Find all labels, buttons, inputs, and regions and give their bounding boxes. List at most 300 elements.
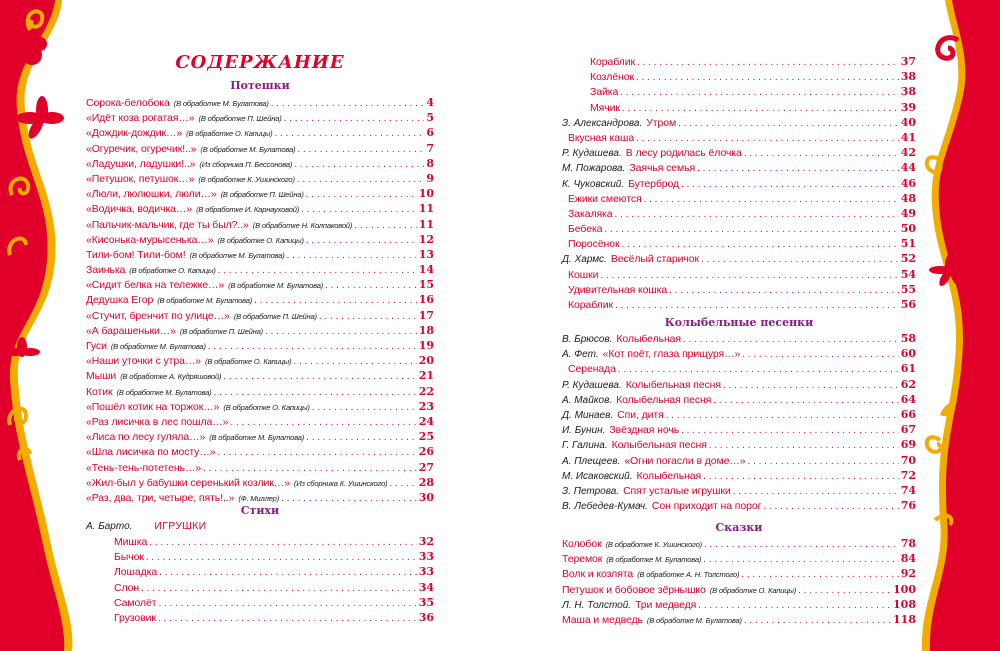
toc-entry[interactable] bbox=[86, 262, 434, 277]
entry-title[interactable]: «Кисонька-мурысенька…» bbox=[86, 233, 214, 246]
dot-leader bbox=[293, 354, 416, 369]
dot-leader bbox=[683, 332, 899, 347]
page-number[interactable]: 52 bbox=[900, 252, 916, 266]
entry-text bbox=[86, 218, 352, 233]
entry-title[interactable]: Три медведя bbox=[635, 598, 697, 611]
page-number[interactable]: 48 bbox=[900, 191, 916, 205]
toc-list-poems bbox=[86, 534, 434, 625]
entry-text bbox=[114, 611, 156, 626]
page-number[interactable]: 7 bbox=[426, 141, 434, 155]
dot-leader bbox=[306, 233, 417, 248]
toc-entry[interactable] bbox=[562, 145, 916, 160]
entry-text bbox=[562, 378, 721, 393]
page-number[interactable]: 62 bbox=[900, 377, 916, 391]
entry-title[interactable]: Козлёнок bbox=[590, 71, 634, 84]
page-number[interactable]: 24 bbox=[418, 414, 434, 428]
page-number[interactable]: 11 bbox=[418, 217, 434, 231]
entry-title[interactable]: Спи, дитя bbox=[617, 408, 664, 421]
page-number[interactable]: 37 bbox=[900, 55, 916, 68]
toc-entry[interactable] bbox=[562, 566, 916, 581]
toc-entry[interactable] bbox=[562, 100, 916, 115]
dot-leader bbox=[301, 202, 417, 217]
page-number[interactable]: 100 bbox=[893, 582, 916, 596]
entry-title[interactable]: Тили-бом! Тили-бом! bbox=[86, 248, 186, 261]
toc-entry[interactable] bbox=[86, 490, 434, 505]
toc-entry[interactable] bbox=[562, 115, 916, 130]
toc-entry[interactable] bbox=[86, 338, 434, 353]
dot-leader bbox=[254, 293, 417, 308]
page-number[interactable]: 30 bbox=[418, 490, 434, 504]
page-number[interactable]: 25 bbox=[418, 430, 434, 444]
entry-title[interactable]: Колыбельная bbox=[616, 333, 681, 345]
entry-title[interactable]: Бычок bbox=[114, 551, 144, 564]
dot-leader bbox=[203, 461, 417, 476]
toc-entry[interactable] bbox=[86, 141, 434, 156]
toc-entry[interactable] bbox=[86, 610, 434, 625]
toc-entry[interactable] bbox=[562, 191, 916, 206]
page-number[interactable]: 108 bbox=[893, 597, 916, 611]
entry-title[interactable]: Сорока-белобока bbox=[86, 97, 170, 109]
author-name: Д. Минаев. bbox=[562, 409, 614, 421]
entry-title[interactable]: Зайка bbox=[590, 86, 619, 99]
entry-title[interactable]: Слон bbox=[114, 581, 140, 594]
entry-title[interactable]: Мишка bbox=[114, 536, 148, 548]
toc-entry[interactable] bbox=[562, 536, 916, 551]
entry-note: (В обработке П. Шейна) bbox=[220, 190, 304, 200]
page-number[interactable]: 10 bbox=[418, 187, 434, 201]
page-number[interactable]: 22 bbox=[418, 384, 434, 398]
entry-title[interactable]: «Пошёл котик на торжок…» bbox=[86, 400, 220, 413]
entry-text bbox=[562, 552, 701, 567]
entry-note: (В обработке К. Ушинского) bbox=[198, 174, 295, 184]
toc-entry[interactable] bbox=[562, 582, 916, 597]
toc-entry[interactable] bbox=[562, 176, 916, 191]
entry-title[interactable]: Колыбельная bbox=[636, 469, 702, 482]
entry-title[interactable]: Колыбельная песня bbox=[611, 439, 707, 452]
entry-title[interactable]: «Огни погасли в доме…» bbox=[624, 454, 746, 467]
page-number[interactable]: 28 bbox=[418, 475, 434, 489]
entry-title[interactable]: Колыбельная песня bbox=[616, 393, 712, 406]
dot-leader bbox=[297, 142, 424, 157]
entry-title[interactable]: «Лиса по лесу гуляла…» bbox=[86, 431, 206, 444]
author-name: А. Барто. bbox=[86, 521, 133, 532]
entry-text bbox=[86, 278, 323, 293]
toc-entry[interactable] bbox=[86, 323, 434, 338]
entry-title[interactable]: Поросёнок bbox=[568, 238, 620, 251]
entry-text bbox=[562, 537, 702, 552]
page-number[interactable]: 32 bbox=[418, 535, 434, 548]
page-number[interactable]: 15 bbox=[418, 278, 434, 292]
author-name: М. Исаковский. bbox=[562, 470, 633, 482]
toc-entry[interactable] bbox=[562, 392, 916, 407]
toc-entry[interactable] bbox=[562, 468, 916, 483]
entry-text bbox=[86, 187, 304, 202]
page-number[interactable]: 36 bbox=[418, 610, 434, 624]
entry-title[interactable]: «Жил-был у бабушки серенький козлик…» bbox=[86, 476, 290, 489]
entry-title[interactable]: Теремок bbox=[562, 553, 603, 566]
entry-text bbox=[562, 408, 664, 423]
entry-title[interactable]: Кошки bbox=[568, 268, 599, 281]
page-number[interactable]: 4 bbox=[426, 96, 434, 109]
author-name: Г. Галина. bbox=[562, 440, 608, 452]
entry-title[interactable]: «Ладушки, ладушки!..» bbox=[86, 157, 196, 170]
toc-entry[interactable] bbox=[562, 422, 916, 437]
page-number[interactable]: 33 bbox=[418, 550, 434, 564]
toc-entry[interactable] bbox=[86, 156, 434, 171]
entry-text bbox=[562, 161, 695, 176]
page-number[interactable]: 20 bbox=[418, 354, 434, 368]
page-number[interactable]: 13 bbox=[418, 247, 434, 261]
entry-note: (В обработке И. Карнауховой) bbox=[196, 205, 300, 215]
entry-title[interactable]: Серенада bbox=[568, 363, 616, 376]
group-title[interactable]: ИГРУШКИ bbox=[154, 520, 207, 532]
toc-entry[interactable] bbox=[562, 221, 916, 236]
toc-entry[interactable] bbox=[562, 346, 916, 361]
entry-title[interactable]: «Тень-тень-потетень…» bbox=[86, 461, 202, 474]
entry-text bbox=[114, 535, 147, 550]
dot-leader bbox=[223, 369, 416, 384]
dot-leader bbox=[319, 309, 417, 324]
dot-leader bbox=[208, 339, 417, 354]
dot-leader bbox=[213, 385, 416, 400]
dot-leader bbox=[704, 537, 899, 552]
toc-entry[interactable] bbox=[562, 331, 916, 346]
toc-entry[interactable] bbox=[562, 612, 916, 627]
dot-leader bbox=[681, 423, 899, 438]
entry-title[interactable]: Кораблик bbox=[590, 56, 635, 68]
toc-entry[interactable] bbox=[86, 534, 434, 549]
entry-text bbox=[562, 423, 679, 438]
entry-note: (В обработке М. Булатова) bbox=[173, 99, 269, 108]
entry-title[interactable]: В лесу родилась ёлочка bbox=[625, 147, 742, 160]
dot-leader bbox=[701, 252, 899, 267]
entry-text bbox=[568, 268, 598, 283]
dot-leader bbox=[798, 583, 891, 598]
entry-title[interactable]: Мячик bbox=[590, 101, 620, 114]
author-name: А. Плещеев. bbox=[562, 455, 621, 467]
page-number[interactable]: 78 bbox=[900, 537, 916, 550]
entry-title[interactable]: Звёздная ночь bbox=[609, 424, 680, 437]
entry-text bbox=[86, 445, 215, 460]
entry-title[interactable]: Удивительная кошка bbox=[568, 283, 668, 296]
toc-entry[interactable] bbox=[562, 236, 916, 251]
page-number[interactable]: 38 bbox=[900, 70, 916, 84]
page-number[interactable]: 8 bbox=[426, 156, 434, 170]
toc-entry[interactable] bbox=[86, 580, 434, 595]
page-number[interactable]: 118 bbox=[893, 612, 916, 626]
toc-entry[interactable] bbox=[86, 549, 434, 564]
entry-text bbox=[86, 142, 295, 157]
dot-leader bbox=[306, 430, 417, 445]
toc-entry[interactable] bbox=[86, 201, 434, 216]
dot-leader bbox=[158, 596, 416, 611]
author-name: А. Фет. bbox=[562, 349, 599, 361]
toc-list-lullabies bbox=[562, 331, 916, 513]
dot-leader bbox=[141, 581, 417, 596]
entry-note: (В обработке М. Булатова) bbox=[189, 250, 285, 260]
author-name: З. Петрова. bbox=[562, 485, 620, 497]
entry-title[interactable]: «Шла лисичка по мосту…» bbox=[86, 446, 216, 459]
page-number[interactable]: 69 bbox=[900, 438, 916, 452]
entry-text bbox=[568, 222, 602, 237]
entry-title[interactable]: Маша и медведь bbox=[562, 613, 643, 626]
dot-leader bbox=[666, 408, 899, 423]
entry-title[interactable]: Петушок и бобовое зёрнышко bbox=[562, 583, 706, 596]
toc-entry[interactable] bbox=[562, 84, 916, 99]
entry-note: (В обработке А. Н. Толстого) bbox=[637, 570, 740, 580]
entry-title[interactable]: Гуси bbox=[86, 340, 107, 352]
toc-entry[interactable] bbox=[86, 384, 434, 399]
entry-title[interactable]: «Наши уточки с утра…» bbox=[86, 355, 202, 368]
page-number[interactable]: 6 bbox=[426, 126, 434, 140]
toc-entry[interactable] bbox=[86, 277, 434, 292]
entry-text bbox=[562, 567, 739, 582]
dot-leader bbox=[217, 445, 416, 460]
page-number[interactable]: 64 bbox=[900, 392, 916, 406]
entry-text bbox=[562, 177, 679, 192]
toc-entry[interactable] bbox=[562, 483, 916, 498]
toc-entry[interactable] bbox=[86, 110, 434, 125]
page-number[interactable]: 23 bbox=[418, 399, 434, 413]
entry-title[interactable]: Колыбельная песня bbox=[625, 378, 721, 391]
toc-entry[interactable] bbox=[562, 361, 916, 376]
page-number[interactable]: 9 bbox=[426, 171, 434, 185]
entry-title[interactable]: Заинька bbox=[86, 264, 126, 277]
page-number[interactable]: 11 bbox=[418, 202, 434, 216]
entry-note: (В обработке М. Булатова) bbox=[200, 144, 296, 154]
entry-note: (В обработке О. Капицы) bbox=[217, 235, 304, 245]
entry-text bbox=[114, 565, 157, 580]
dot-leader bbox=[230, 415, 416, 430]
entry-note: (В обработке А. Кудряшовой) bbox=[120, 372, 222, 382]
page-number[interactable]: 40 bbox=[900, 115, 916, 129]
entry-title[interactable]: «Раз лисичка в лес пошла…» bbox=[86, 415, 229, 428]
toc-entry[interactable] bbox=[562, 377, 916, 392]
entry-title[interactable]: Вкусная каша bbox=[568, 131, 635, 144]
page-number[interactable]: 33 bbox=[418, 565, 434, 579]
section-heading-poems: Стихи bbox=[240, 504, 280, 517]
page-number[interactable]: 74 bbox=[900, 483, 916, 497]
page-number[interactable]: 51 bbox=[900, 237, 916, 251]
dot-leader bbox=[748, 454, 899, 469]
entry-text bbox=[562, 116, 676, 131]
toc-entry[interactable] bbox=[562, 597, 916, 612]
page-number[interactable]: 38 bbox=[900, 85, 916, 99]
toc-entry[interactable] bbox=[86, 564, 434, 579]
page-number[interactable]: 35 bbox=[418, 595, 434, 609]
entry-title[interactable]: Кораблик bbox=[568, 299, 613, 311]
toc-entry[interactable] bbox=[86, 292, 434, 307]
toc-entry[interactable] bbox=[86, 460, 434, 475]
toc-entry[interactable] bbox=[562, 251, 916, 266]
page-number[interactable]: 12 bbox=[418, 232, 434, 246]
page-number[interactable]: 54 bbox=[900, 267, 916, 281]
entry-note: (В обработке М. Булатова) bbox=[209, 433, 305, 443]
entry-text bbox=[86, 354, 291, 369]
page-number[interactable]: 76 bbox=[900, 499, 916, 513]
entry-title[interactable]: Закаляка bbox=[568, 207, 613, 220]
page-number[interactable]: 46 bbox=[900, 176, 916, 190]
toc-entry[interactable] bbox=[86, 429, 434, 444]
entry-title[interactable]: Спят усталые игрушки bbox=[623, 484, 731, 497]
entry-title[interactable]: «Идёт коза рогатая…» bbox=[86, 112, 195, 125]
entry-title[interactable]: Весёлый старичок bbox=[610, 253, 699, 266]
dot-leader bbox=[284, 111, 425, 126]
entry-title[interactable]: Грузовик bbox=[114, 611, 156, 624]
toc-entry[interactable] bbox=[86, 95, 434, 110]
toc-entry[interactable] bbox=[86, 232, 434, 247]
page-number[interactable]: 50 bbox=[900, 222, 916, 236]
right-page bbox=[562, 0, 916, 651]
dot-leader bbox=[218, 263, 417, 278]
entry-note: (В обработке О. Капицы) bbox=[223, 402, 310, 412]
entry-text bbox=[568, 298, 613, 313]
page-number[interactable]: 49 bbox=[900, 206, 916, 220]
entry-text bbox=[86, 293, 252, 308]
entry-title[interactable]: «Огуречик, огуречик!..» bbox=[86, 142, 197, 155]
toc-entry[interactable] bbox=[86, 308, 434, 323]
toc-entry[interactable] bbox=[86, 414, 434, 429]
entry-title[interactable]: «Люли, люлюшки, люли…» bbox=[86, 188, 217, 201]
toc-entry[interactable] bbox=[562, 498, 916, 513]
entry-title[interactable]: «Водичка, водичка…» bbox=[86, 203, 193, 216]
dot-leader bbox=[294, 157, 424, 172]
page-number[interactable]: 92 bbox=[900, 567, 916, 581]
page-number[interactable]: 34 bbox=[418, 580, 434, 594]
entry-text bbox=[86, 233, 304, 248]
entry-note: (В обработке О. Капицы) bbox=[186, 129, 273, 139]
left-floral-border bbox=[0, 0, 90, 651]
entry-title[interactable]: «Стучит, бренчит по улице…» bbox=[86, 309, 230, 322]
author-name: А. Майков. bbox=[562, 394, 613, 406]
page-number[interactable]: 39 bbox=[900, 100, 916, 114]
entry-text bbox=[86, 339, 206, 354]
toc-entry[interactable] bbox=[86, 399, 434, 414]
entry-title[interactable]: Сон приходит на порог bbox=[651, 500, 762, 513]
page-number[interactable]: 5 bbox=[426, 111, 434, 125]
entry-title[interactable]: Лошадка bbox=[114, 566, 158, 579]
entry-text bbox=[86, 400, 310, 415]
entry-title[interactable]: Колобок bbox=[562, 538, 602, 550]
toc-entry[interactable] bbox=[86, 595, 434, 610]
page-number[interactable]: 56 bbox=[900, 298, 916, 311]
dot-leader bbox=[713, 393, 898, 408]
entry-title[interactable]: «Раз, два, три, четыре, пять!..» bbox=[86, 491, 235, 504]
page-number[interactable]: 72 bbox=[900, 468, 916, 482]
page-number[interactable]: 27 bbox=[418, 460, 434, 474]
entry-title[interactable]: Бебека bbox=[568, 223, 603, 236]
page-number[interactable]: 60 bbox=[900, 347, 916, 361]
toc-entry[interactable] bbox=[562, 54, 916, 69]
toc-entry[interactable] bbox=[562, 160, 916, 175]
toc-entry[interactable] bbox=[562, 551, 916, 566]
page-number[interactable]: 61 bbox=[900, 362, 916, 376]
page-number[interactable]: 84 bbox=[900, 552, 916, 566]
dot-leader bbox=[618, 362, 899, 377]
entry-title[interactable]: Котик bbox=[86, 385, 113, 398]
entry-title[interactable]: Заячья семья bbox=[629, 162, 696, 175]
toc-entry[interactable] bbox=[86, 125, 434, 140]
toc-entry[interactable] bbox=[562, 267, 916, 282]
entry-title[interactable]: «А барашеньки…» bbox=[86, 324, 176, 337]
toc-list-poems-continued bbox=[562, 54, 916, 312]
page-number[interactable]: 70 bbox=[900, 453, 916, 467]
toc-entry[interactable] bbox=[562, 69, 916, 84]
author-name: И. Бунин. bbox=[562, 425, 606, 437]
entry-text bbox=[86, 430, 304, 445]
page-number[interactable]: 18 bbox=[418, 323, 434, 337]
entry-text bbox=[562, 469, 701, 484]
toc-entry[interactable] bbox=[562, 297, 916, 312]
page-number[interactable]: 41 bbox=[900, 130, 916, 144]
toc-entry[interactable] bbox=[86, 217, 434, 232]
toc-entry[interactable] bbox=[562, 437, 916, 452]
entry-title[interactable]: «Петушок, петушок…» bbox=[86, 172, 195, 185]
page-number[interactable]: 58 bbox=[900, 332, 916, 345]
toc-entry[interactable] bbox=[562, 206, 916, 221]
toc-entry[interactable] bbox=[86, 353, 434, 368]
entry-text bbox=[86, 263, 216, 278]
page-number[interactable]: 17 bbox=[418, 308, 434, 322]
dot-leader bbox=[146, 550, 417, 565]
entry-title[interactable]: «Пальчик-мальчик, где ты был?..» bbox=[86, 218, 249, 231]
entry-title[interactable]: Ежики смеются bbox=[568, 192, 642, 205]
page-number[interactable]: 21 bbox=[418, 369, 434, 383]
entry-title[interactable]: «Кот поёт, глаза прищуря…» bbox=[602, 348, 741, 361]
dot-leader bbox=[297, 172, 425, 187]
page-number[interactable]: 66 bbox=[900, 407, 916, 421]
dot-leader bbox=[636, 131, 899, 146]
page-number[interactable]: 67 bbox=[900, 423, 916, 437]
entry-title[interactable]: «Сидит белка на тележке…» bbox=[86, 279, 225, 292]
entry-title[interactable]: Бутерброд bbox=[628, 177, 680, 190]
page-number[interactable]: 16 bbox=[418, 293, 434, 307]
entry-title[interactable]: Мыши bbox=[86, 370, 117, 383]
toc-entry[interactable] bbox=[86, 368, 434, 383]
author-name: М. Пожарова. bbox=[562, 163, 626, 175]
dot-leader bbox=[275, 126, 425, 141]
toc-entry[interactable] bbox=[86, 475, 434, 490]
page-number[interactable]: 14 bbox=[418, 263, 434, 277]
page-number[interactable]: 42 bbox=[900, 146, 916, 160]
toc-entry[interactable] bbox=[86, 171, 434, 186]
toc-entry[interactable] bbox=[86, 444, 434, 459]
section-heading-lullabies: Колыбельные песенки bbox=[664, 316, 814, 329]
toc-entry[interactable] bbox=[562, 407, 916, 422]
toc-list-tales bbox=[562, 536, 916, 627]
page-number[interactable]: 55 bbox=[900, 282, 916, 296]
entry-note: (В обработке М. Булатова) bbox=[110, 342, 206, 351]
dot-leader bbox=[644, 192, 899, 207]
entry-text bbox=[568, 283, 667, 298]
entry-title[interactable]: Дедушка Егор bbox=[86, 294, 154, 307]
page-number[interactable]: 44 bbox=[900, 161, 916, 175]
toc-entry[interactable] bbox=[562, 130, 916, 145]
author-name: В. Лебедев-Кумач. bbox=[562, 501, 648, 513]
page-number[interactable]: 26 bbox=[418, 445, 434, 459]
entry-title[interactable]: Утром bbox=[646, 116, 677, 129]
entry-title[interactable]: Самолёт bbox=[114, 596, 157, 609]
entry-title[interactable]: «Дождик-дождик…» bbox=[86, 127, 183, 140]
entry-title[interactable]: Волк и козлята bbox=[562, 568, 634, 581]
toc-entry[interactable] bbox=[86, 247, 434, 262]
page-number[interactable]: 19 bbox=[418, 339, 434, 352]
entry-text bbox=[86, 309, 317, 324]
toc-entry[interactable] bbox=[562, 282, 916, 297]
entry-text bbox=[562, 454, 746, 469]
toc-entry[interactable] bbox=[86, 186, 434, 201]
toc-entry[interactable] bbox=[562, 453, 916, 468]
